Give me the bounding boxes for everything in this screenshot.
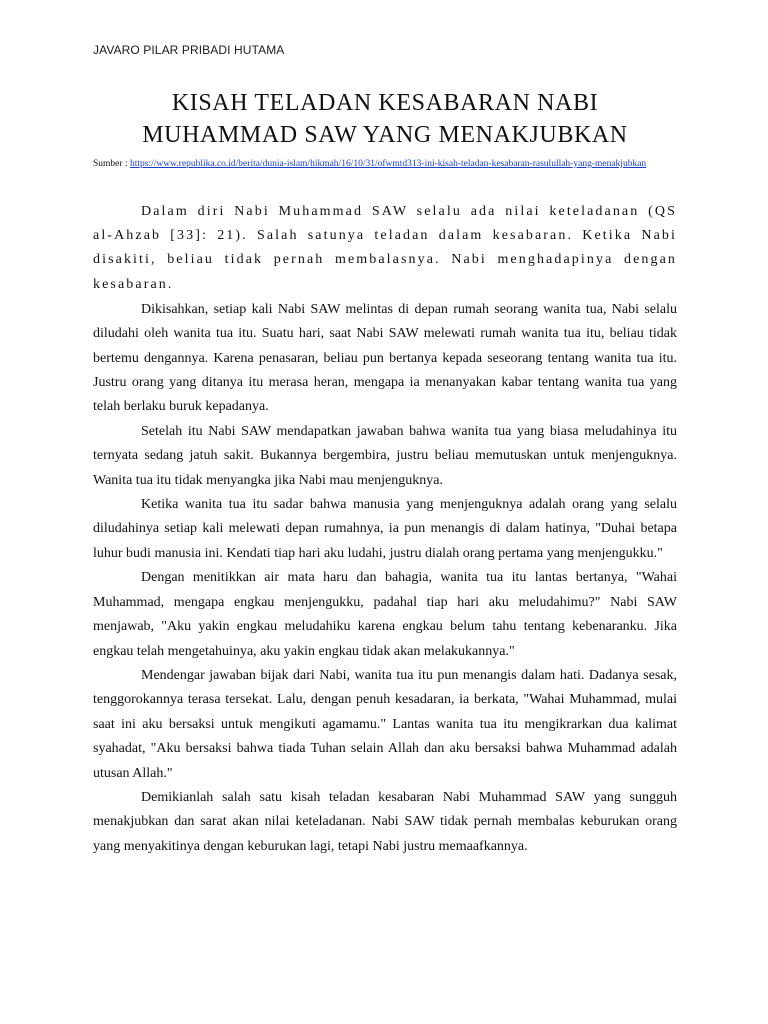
article-body (93, 200, 677, 859)
running-header: JAVARO PILAR PRIBADI HUTAMA (93, 43, 285, 57)
title-line-1: KISAH TELADAN KESABARAN NABI (171, 90, 599, 116)
source-citation (93, 158, 677, 171)
article-title (93, 87, 677, 151)
paragraph-2: Dikisahkan, setiap kali Nabi SAW melintas di depan rumah seorang wanita tua, Nabi selalu diludahi oleh wanita tua itu. Suatu hari, saat Nabi SAW melewati rumah wanita tua itu, beliau tidak bertemu dengannya. Karena penasaran, beliau pun bertanya kepada seseorang tentang wanita tua itu. Justru orang yang ditanya itu merasa heran, mengapa ia menanyakan kabar tentang wanita tua yang telah berlaku buruk kepadanya. (93, 301, 677, 415)
paragraph-7: Demikianlah salah satu kisah teladan kesabaran Nabi Muhammad SAW yang sungguh menakjubkan dan sarat akan nilai keteladanan. Nabi SAW tidak pernah membalas keburukan orang yang menyakitinya dengan keburukan lagi, tetapi Nabi justru memaafkannya. (93, 789, 677, 854)
title-line-2: MUHAMMAD SAW YANG MENAKJUBKAN (142, 122, 628, 148)
paragraph-4: Ketika wanita tua itu sadar bahwa manusia yang menjenguknya adalah orang yang selalu diludahinya setiap kali melewati depan rumahnya, ia pun menangis di dalam hatinya, "Duhai betapa luhur budi manusia ini. Kendati tiap hari aku ludahi, justru dialah orang pertama yang menjengukku." (93, 497, 677, 561)
paragraph-1: Dalam diri Nabi Muhammad SAW selalu ada nilai keteladanan (QS al-Ahzab [33]: 21). Salah satunya teladan dalam kesabaran. Ketika Nabi disakiti, beliau tidak pernah membalasnya. Nabi menghadapinya dengan kesabaran. (93, 204, 677, 292)
paragraph-5: Dengan menitikkan air mata haru dan bahagia, wanita tua itu lantas bertanya, "Wahai Muhammad, mengapa engkau menjengukku, padahal tiap hari aku meludahimu?" Nabi SAW menjawab, "Aku yakin engkau meludahiku karena engkau belum tahu tentang kebenaranku. Jika engkau telah mengetahuinya, aku yakin engkau tidak akan melakukannya." (93, 570, 677, 659)
paragraph-6: Mendengar jawaban bijak dari Nabi, wanita tua itu pun menangis dalam hati. Dadanya sesak, tenggorokannya terasa tersekat. Lalu, dengan penuh kesadaran, ia berkata, "Wahai Muhammad, mulai saat ini aku bersaksi untuk mengikuti agamamu." Lantas wanita tua itu mengikrarkan dua kalimat syahadat, "Aku bersaksi bahwa tiada Tuhan selain Allah dan aku bersaksi bahwa Muhammad adalah utusan Allah." (93, 667, 677, 781)
source-link[interactable]: https://www.republika.co.id/berita/dunia-islam/hikmah/16/10/31/ofwmtd313-ini-kisah-teladan-kesabaran-rasulullah-yang-menakjubkan (129, 159, 647, 169)
paragraph-3: Setelah itu Nabi SAW mendapatkan jawaban bahwa wanita tua yang biasa meludahinya itu ternyata sedang jatuh sakit. Bukannya bergembira, justru beliau memutuskan untuk menjenguknya. Wanita tua itu tidak menyangka jika Nabi mau menjenguknya. (93, 423, 677, 488)
source-label: Sumber : (93, 159, 130, 169)
